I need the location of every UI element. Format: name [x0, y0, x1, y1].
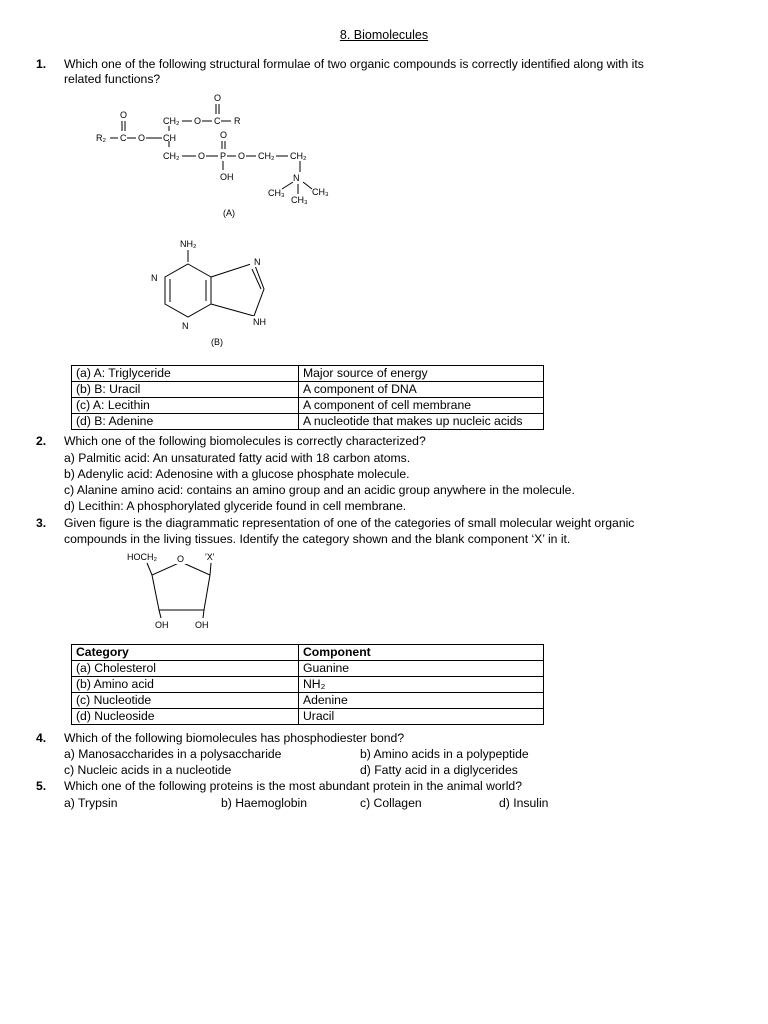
question-3-text-line1: Given figure is the diagrammatic representation of one of the categories of small molecular weight organic: [64, 516, 635, 530]
sugar-oh-left: OH: [155, 620, 169, 630]
chem-a-o-top: O: [194, 116, 202, 126]
table-cell: (c) A: Lecithin: [72, 398, 299, 414]
chem-a-o-phosphoryl: O: [220, 130, 228, 140]
table-header-row: [72, 645, 544, 661]
table-cell: (b) B: Uracil: [72, 382, 299, 398]
chem-a-ch3-mid: CH₃: [291, 195, 308, 205]
table-row: [72, 382, 544, 398]
structure-a-diagram: [90, 90, 350, 230]
question-1-number: 1.: [36, 57, 47, 71]
table-row: [72, 693, 544, 709]
chem-a-o-carbonyl-top: O: [214, 93, 222, 103]
question-2-option-c: c) Alanine amino acid: contains an amino group and an acidic group anywhere in the molecule.: [64, 483, 575, 497]
table-row: [72, 677, 544, 693]
chem-a-c-mid: C: [120, 133, 127, 143]
question-5-text: Which one of the following proteins is the most abundant protein in the animal world?: [64, 779, 522, 793]
question-1-text-line2: related functions?: [64, 72, 161, 86]
question-5-option-b: b) Haemoglobin: [221, 796, 308, 810]
question-4-number: 4.: [36, 731, 47, 745]
chem-a-ch3-left: CH₃: [268, 188, 285, 198]
question-2-option-d: d) Lecithin: A phosphorylated glyceride found in cell membrane.: [64, 499, 407, 513]
chem-a-ch: CH: [163, 133, 176, 143]
question-1-table: [71, 365, 544, 430]
table-cell: A component of DNA: [299, 382, 544, 398]
chem-a-o-mid: O: [138, 133, 146, 143]
chem-a-c-top: C: [214, 116, 221, 126]
chem-a-ch2-chain2: CH₂: [290, 151, 307, 161]
chem-a-r2: R₂: [96, 133, 106, 143]
sugar-hoch2-label: HOCH₂: [127, 552, 157, 562]
chem-a-o-carbonyl-mid: O: [120, 110, 128, 120]
table-cell: A component of cell membrane: [299, 398, 544, 414]
chem-a-r: R: [234, 116, 241, 126]
chem-a-ch2-bottom: CH₂: [163, 151, 180, 161]
page-title: 8. Biomolecules: [339, 28, 429, 42]
chem-a-o-bottom2: O: [238, 151, 246, 161]
table-row: [72, 366, 544, 382]
question-3-table: [71, 644, 544, 725]
question-5-option-c: c) Collagen: [360, 796, 422, 810]
pentose-sugar-diagram: [125, 548, 235, 633]
chem-b-n3: N: [182, 321, 189, 331]
structure-b-diagram: [140, 232, 290, 350]
table-cell: Major source of energy: [299, 366, 544, 382]
chem-a-o-bottom1: O: [198, 151, 206, 161]
table-cell: (a) Cholesterol: [72, 661, 299, 677]
chem-a-n: N: [293, 173, 300, 183]
table-row: [72, 414, 544, 430]
question-1-text-line1: Which one of the following structural formulae of two organic compounds is correctly identified along with its: [64, 57, 644, 71]
chem-a-ch2-top: CH₂: [163, 116, 180, 126]
question-2-option-a: a) Palmitic acid: An unsaturated fatty acid with 18 carbon atoms.: [64, 451, 411, 465]
table-row: [72, 661, 544, 677]
question-2-option-b: b) Adenylic acid: Adenosine with a glucose phosphate molecule.: [64, 467, 410, 481]
sugar-x-label: 'X': [205, 552, 215, 562]
question-5-number: 5.: [36, 779, 47, 793]
table-header-cell: Component: [299, 645, 544, 661]
table-cell: (b) Amino acid: [72, 677, 299, 693]
question-2-number: 2.: [36, 434, 47, 448]
table-cell: (a) A: Triglyceride: [72, 366, 299, 382]
table-cell: (d) Nucleoside: [72, 709, 299, 725]
question-5-option-d: d) Insulin: [499, 796, 549, 810]
question-4-option-b: b) Amino acids in a polypeptide: [360, 747, 529, 761]
question-3-number: 3.: [36, 516, 47, 530]
structure-a-label: (A): [223, 208, 235, 218]
question-4-option-c: c) Nucleic acids in a nucleotide: [64, 763, 232, 777]
table-cell: NH₂: [299, 677, 544, 693]
question-4-text: Which of the following biomolecules has phosphodiester bond?: [64, 731, 405, 745]
chem-a-oh: OH: [220, 172, 234, 182]
chem-a-ch2-chain1: CH₂: [258, 151, 275, 161]
question-4-option-a: a) Manosaccharides in a polysaccharide: [64, 747, 282, 761]
chem-a-p: P: [220, 151, 227, 161]
table-row: [72, 398, 544, 414]
chem-b-n1: N: [151, 273, 158, 283]
table-cell: Uracil: [299, 709, 544, 725]
question-2-text: Which one of the following biomolecules is correctly characterized?: [64, 434, 426, 448]
question-4-option-d: d) Fatty acid in a diglycerides: [360, 763, 518, 777]
chem-b-n7: N: [254, 257, 261, 267]
question-5-option-a: a) Trypsin: [64, 796, 118, 810]
sugar-ring-o: O: [177, 554, 185, 564]
structure-b-label: (B): [211, 337, 223, 347]
table-row: [72, 709, 544, 725]
table-cell: Adenine: [299, 693, 544, 709]
question-3-text-line2: compounds in the living tissues. Identify the category shown and the blank component ‘X’ in it.: [64, 532, 571, 546]
table-cell: (d) B: Adenine: [72, 414, 299, 430]
chem-a-ch3-right: CH₃: [312, 187, 329, 197]
table-cell: A nucleotide that makes up nucleic acids: [299, 414, 544, 430]
table-header-cell: Category: [72, 645, 299, 661]
chem-b-nh2: NH₂: [180, 239, 197, 249]
table-cell: Guanine: [299, 661, 544, 677]
chem-b-nh9: NH: [253, 317, 266, 327]
table-cell: (c) Nucleotide: [72, 693, 299, 709]
sugar-oh-right: OH: [195, 620, 209, 630]
